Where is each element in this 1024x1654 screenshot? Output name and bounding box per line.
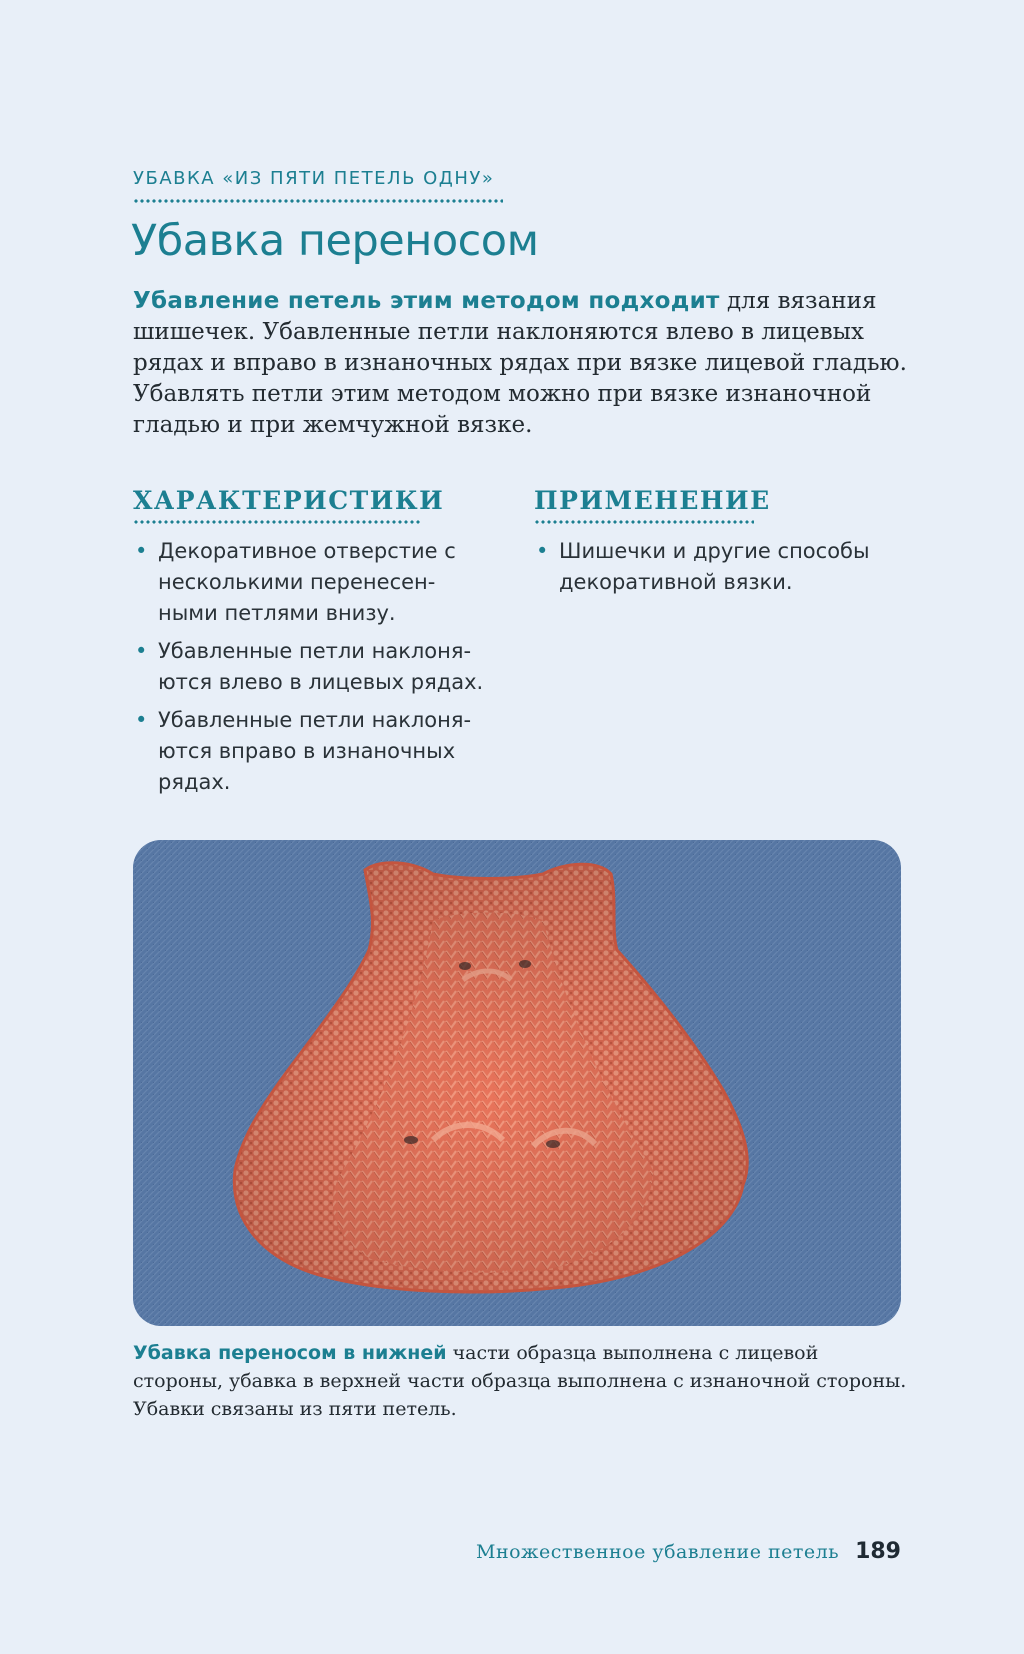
list-item: • Декоративное отверстие с несколькими перенесен-ными петлями внизу.: [133, 536, 493, 629]
bullet-icon: •: [536, 539, 549, 563]
photo-caption: [133, 1339, 913, 1423]
page-number: 189: [855, 1539, 901, 1564]
page-footer: [476, 1539, 901, 1564]
characteristics-dotted-rule: [133, 520, 421, 524]
bullet-icon: •: [135, 708, 148, 732]
intro-text: для вязания шишечек. Убавленные петли наклоняются влево в лицевых рядах и вправо в изнаночных рядах при вязке лицевой гладью. Убавлять петли этим методом можно при вязке изнаночной гладью и при жемчужной вязке.: [133, 288, 907, 438]
bullet-icon: •: [135, 639, 148, 663]
caption-text: части образца выполнена с лицевой стороны, убавка в верхней части образца выполнена с изнаночной стороны. Убавки связаны из пяти петель.: [133, 1342, 907, 1420]
list-item: • Убавленные петли наклоня-ются вправо в изнаночных рядах.: [133, 705, 493, 798]
running-footer-title: Множественное убавление петель: [475, 1541, 840, 1563]
caption-lead: Убавка переносом в нижней: [133, 1342, 447, 1364]
characteristics-heading: ХАРАКТЕРИСТИКИ: [133, 486, 445, 515]
section-kicker: УБАВКА «ИЗ ПЯТИ ПЕТЕЛЬ ОДНУ»: [133, 168, 495, 189]
application-list: [534, 536, 904, 605]
characteristics-list: [133, 536, 493, 805]
list-item: • Убавленные петли наклоня-ются влево в лицевых рядах.: [133, 636, 493, 698]
intro-paragraph: [133, 286, 913, 441]
page-title: Убавка переносом: [131, 216, 539, 266]
bullet-icon: •: [135, 539, 148, 563]
knitted-swatch-photo: [133, 840, 901, 1326]
application-heading: ПРИМЕНЕНИЕ: [534, 486, 771, 515]
intro-lead: Убавление петель этим методом подходит: [133, 288, 720, 314]
list-item: • Шишечки и другие способы декоративной вязки.: [534, 536, 904, 598]
application-dotted-rule: [534, 520, 754, 524]
swatch-illustration: [133, 840, 901, 1326]
kicker-dotted-rule: [133, 199, 503, 203]
